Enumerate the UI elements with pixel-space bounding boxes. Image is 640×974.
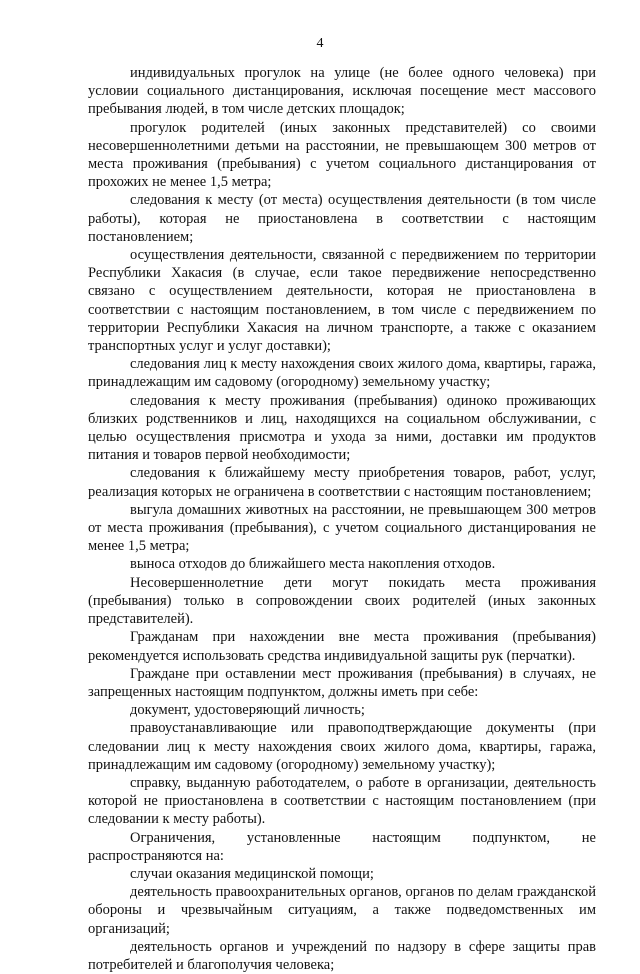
paragraph-travel-to-property: следования лиц к месту нахождения своих жилого дома, квартиры, гаража, принадлежащим им садовому (огородному) земельному участку;: [88, 356, 596, 391]
paragraph-law-enforcement: деятельность правоохранительных органов, органов по делам гражданской обороны и чрезвычайным ситуациям, а также подведомственных им организаций;: [88, 884, 596, 937]
paragraph-waste-disposal: выноса отходов до ближайшего места накопления отходов.: [130, 556, 496, 573]
paragraph-consumer-protection: деятельность органов и учреждений по надзору в сфере защиты прав потребителей и благополучия человека;: [88, 938, 596, 973]
paragraph-documents-required: Граждане при оставлении мест проживания (пребывания) в случаях, не запрещенных настоящим подпунктом, должны иметь при себе:: [88, 665, 596, 700]
paragraph-medical-care: случаи оказания медицинской помощи;: [130, 865, 374, 882]
paragraph-care-for-relatives: следования к месту проживания (пребывания) одиноко проживающих близких родственников и лиц, находящихся на социальном обслуживании, с целью осуществления присмотра и ухода за ними, доставки им продуктов питания и товаров первой необходимости;: [88, 392, 596, 464]
paragraph-identity-document: документ, удостоверяющий личность;: [130, 702, 365, 719]
paragraph-shopping: следования к ближайшему месту приобретения товаров, работ, услуг, реализация которых не ограничена в соответствии с настоящим постановлением;: [88, 465, 596, 500]
paragraph-gloves: Гражданам при нахождении вне места проживания (пребывания) рекомендуется использовать средства индивидуальной защиты рук (перчатки).: [88, 629, 596, 664]
paragraph-exceptions-intro: Ограничения, установленные настоящим подпунктом, не распространяются на:: [88, 829, 596, 864]
paragraph-travel-to-work: следования к месту (от места) осуществления деятельности (в том числе работы), которая не приостановлена в соответствии с настоящим постановлением;: [88, 192, 596, 245]
paragraph-minors: Несовершеннолетние дети могут покидать места проживания (пребывания) только в сопровождении своих родителей (иных законных представителей).: [88, 574, 596, 628]
document-body: [88, 64, 596, 974]
paragraph-pet-walking: выгула домашних животных на расстоянии, не превышающем 300 метров от места проживания (пребывания), с учетом социального дистанцирования не менее 1,5 метра;: [88, 501, 596, 555]
paragraph-property-documents: правоустанавливающие или правоподтверждающие документы (при следовании лиц к месту нахождения своих жилого дома, квартиры, гаража, принадлежащим им садовому (огородному) земельному участку);: [88, 720, 596, 773]
paragraph-walks-with-children: прогулок родителей (иных законных представителей) со своими несовершеннолетними детьми на расстоянии, не превышающем 300 метров от места проживания (пребывания) с учетом социального дистанцирования от прохожих не менее 1,5 метра;: [88, 119, 596, 191]
page-number: 4: [316, 36, 324, 51]
paragraph-activity-travel: осуществления деятельности, связанной с передвижением по территории Республики Хакасия (в случае, если такое передвижение непосредственно связано с осуществлением деятельности, которая не приостановлена в соответствии с настоящим постановлением, в том числе с передвижением по территории Республики Хакасия на личном транспорте, а также с оказанием транспортных услуг и услуг доставки);: [88, 247, 596, 355]
paragraph-employer-certificate: справку, выданную работодателем, о работе в организации, деятельность которой не приостановлена в соответствии с настоящим постановлением (при следовании к месту работы).: [88, 774, 596, 828]
paragraph-individual-walks: индивидуальных прогулок на улице (не более одного человека) при условии социального дистанцирования, исключая посещение мест массового пребывания людей, в том числе детских площадок;: [88, 65, 596, 118]
